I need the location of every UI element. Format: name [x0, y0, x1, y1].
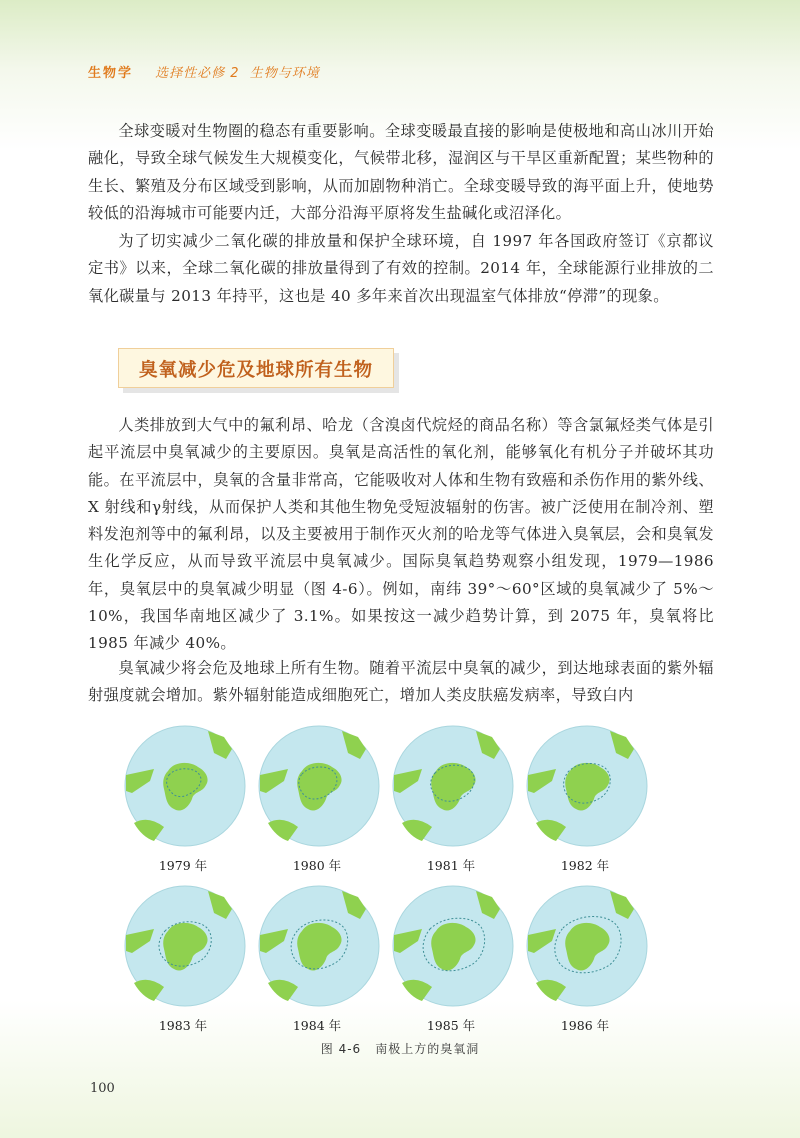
header-subject: 生物学 [88, 66, 134, 81]
running-header [88, 62, 320, 81]
globe-cell-1986 [522, 885, 648, 1033]
globe-cell-1982 [522, 725, 648, 873]
section-heading-box [118, 348, 394, 388]
paragraph-global-warming: 全球变暖对生物圈的稳态有重要影响。全球变暖最直接的影响是使极地和高山冰川开始融化，导致全球气候发生大规模变化，气候带北移，湿润区与干旱区重新配置；某些物种的生长、繁殖及分布区域受到影响，从而加剧物种消亡。全球变暖导致的海平面上升，使地势较低的沿海城市可能要内迁，大部分沿海平原将发生盐碱化或沼泽化。 [88, 122, 714, 222]
year-label-1981: 1981 年 [426, 858, 476, 873]
globe-cell-1981 [388, 725, 514, 873]
figure-caption-number: 图 4-6 [320, 1042, 362, 1056]
paragraph-kyoto-protocol: 为了切实减少二氧化碳的排放量和保护全球环境，自 1997 年各国政府签订《京都议定书》以来，全球二氧化碳的排放量得到了有效的控制。2014 年，全球能源行业排放的二氧化碳量与 2013 年持平，这也是 40 多年来首次出现温室气体排放“停滞”的现象。 [88, 232, 714, 305]
figure-caption [0, 1040, 800, 1057]
year-label-1980: 1980 年 [292, 858, 342, 873]
antarctica-globe-1986 [526, 885, 648, 1007]
ozone-hole-figure [120, 725, 660, 1045]
year-label-1984: 1984 年 [292, 1018, 342, 1033]
globe-cell-1983 [120, 885, 246, 1033]
header-book: 选择性必修 2 [155, 66, 240, 81]
antarctica-globe-1984 [258, 885, 380, 1007]
year-label-1983: 1983 年 [158, 1018, 208, 1033]
section-title: 臭氧减少危及地球所有生物 [138, 360, 373, 381]
antarctica-globe-1983 [124, 885, 246, 1007]
year-label-1979: 1979 年 [158, 858, 208, 873]
year-label-1986: 1986 年 [560, 1018, 610, 1033]
antarctica-globe-1980 [258, 725, 380, 847]
page-number: 100 [90, 1081, 115, 1096]
globe-cell-1980 [254, 725, 380, 873]
antarctica-globe-1979 [124, 725, 246, 847]
globe-cell-1985 [388, 885, 514, 1033]
globe-cell-1984 [254, 885, 380, 1033]
paragraph-ozone-effects: 臭氧减少将会危及地球上所有生物。随着平流层中臭氧的减少，到达地球表面的紫外辐射强度就会增加。紫外辐射能造成细胞死亡，增加人类皮肤癌发病率，导致白内 [88, 659, 714, 705]
year-label-1982: 1982 年 [560, 858, 610, 873]
antarctica-globe-1981 [392, 725, 514, 847]
year-label-1985: 1985 年 [426, 1018, 476, 1033]
globe-cell-1979 [120, 725, 246, 873]
header-chapter: 生物与环境 [249, 66, 320, 81]
antarctica-globe-1985 [392, 885, 514, 1007]
figure-caption-text: 南极上方的臭氧洞 [375, 1042, 480, 1056]
antarctica-globe-1982 [526, 725, 648, 847]
paragraph-ozone-depletion-causes: 人类排放到大气中的氟利昂、哈龙（含溴卤代烷烃的商品名称）等含氯氟烃类气体是引起平流层中臭氧减少的主要原因。臭氧是高活性的氧化剂，能够氧化有机分子并破坏其功能。在平流层中，臭氧的含量非常高，它能吸收对人体和生物有致癌和杀伤作用的紫外线、X 射线和γ射线，从而保护人类和其他生物免受短波辐射的伤害。被广泛使用在制冷剂、塑料发泡剂等中的氟利昂，以及主要被用于制作灭火剂的哈龙等气体进入臭氧层，会和臭氧发生化学反应，从而导致平流层中臭氧减少。国际臭氧趋势观察小组发现，1979—1986 年，臭氧层中的臭氧减少明显（图 4-6）。例如，南纬 39°～60°区域的臭氧减少了 5%～10%，我国华南地区减少了 3.1%。如果按这一减少趋势计算，到 2075 年，臭氧将比 1985 年减少 40%。 [88, 416, 714, 653]
